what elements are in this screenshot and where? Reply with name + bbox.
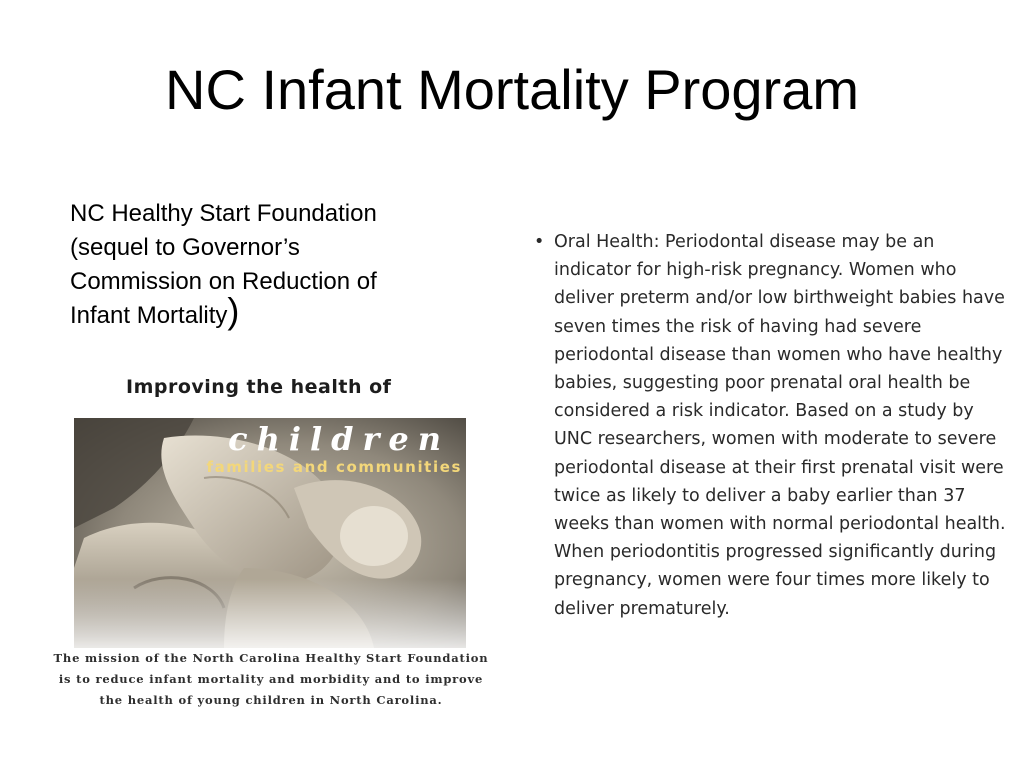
heading-line-text: Infant Mortality (70, 302, 228, 329)
logo-word-families: families and communities (206, 458, 462, 476)
heading-line: NC Healthy Start Foundation (70, 200, 377, 227)
slide-title: NC Infant Mortality Program (165, 58, 859, 121)
heading-line-last (70, 290, 450, 333)
bullet-marker: • (534, 232, 545, 252)
foundation-heading (70, 197, 450, 333)
mission-statement: The mission of the North Carolina Healthy Start Foundation is to reduce infant mortality and morbidity and to improve the health of young children in North Carolina. (53, 651, 489, 707)
hands-photo (74, 418, 466, 648)
closing-paren: ) (227, 290, 240, 331)
heading-line: (sequel to Governor’s (70, 234, 300, 261)
heading-line: Commission on Reduction of (70, 268, 377, 295)
oral-health-bullet (534, 228, 1008, 623)
logo-headline: Improving the health of (126, 376, 392, 398)
bullet-text: Oral Health: Periodontal disease may be an indicator for high-risk pregnancy. Women who deliver preterm and/or low birthweight babies have seven times the risk of having had severe periodontal disease than women who have healthy babies, suggesting poor prenatal oral health be considered a risk indicator. Based on a study by UNC researchers, women with moderate to severe periodontal disease at their first prenatal visit were twice as likely to deliver a baby earlier than 37 weeks than women with normal periodontal health. When periodontitis progressed significantly during pregnancy, women were four times more likely to deliver prematurely. (554, 232, 1006, 619)
logo-word-children: children (228, 420, 450, 458)
